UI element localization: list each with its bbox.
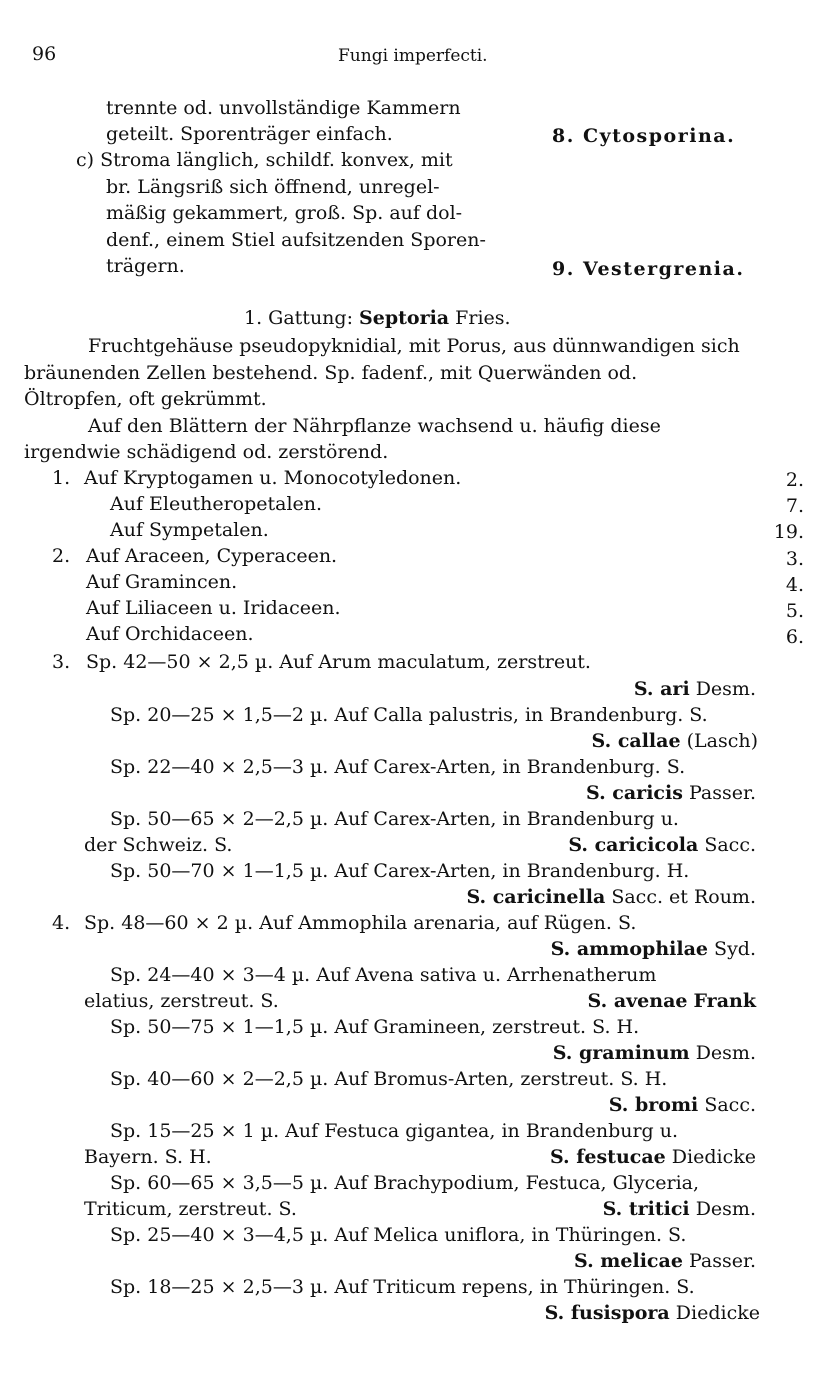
- description-line: Öltropfen, oft gekrümmt.: [24, 388, 267, 410]
- species-name: S. avenae Frank: [587, 990, 756, 1012]
- key-ref: 4.: [785, 574, 804, 596]
- genus-heading: [244, 306, 511, 330]
- description-line: Fruchtgehäuse pseudopyknidial, mit Porus, aus dünnwandigen sich: [88, 335, 740, 357]
- key-ref: 19.: [773, 521, 804, 543]
- species-description: Sp. 20—25 × 1,5—2 µ. Auf Calla palustris, in Brandenburg. S.: [110, 704, 708, 726]
- page-number: 96: [32, 43, 57, 65]
- species-description: Sp. 60—65 × 3,5—5 µ. Auf Brachypodium, Festuca, Glyceria,: [110, 1172, 700, 1194]
- species-description: der Schweiz. S.: [84, 834, 233, 856]
- species-description: Sp. 18—25 × 2,5—3 µ. Auf Triticum repens, in Thüringen. S.: [110, 1276, 695, 1298]
- intro-line: geteilt. Sporenträger einfach.: [106, 123, 393, 145]
- description-line: bräunenden Zellen bestehend. Sp. fadenf., mit Querwänden od.: [24, 362, 638, 384]
- genus-number: 1. Gattung:: [244, 307, 353, 329]
- key-text: Auf Liliaceen u. Iridaceen.: [86, 597, 341, 619]
- species-name: S. bromi Sacc.: [608, 1094, 756, 1116]
- key-text: Auf Gramincen.: [86, 571, 238, 593]
- species-description: Sp. 42—50 × 2,5 µ. Auf Arum maculatum, zerstreut.: [86, 651, 591, 673]
- description-line: Auf den Blättern der Nährpflanze wachsend u. häufig diese: [88, 415, 661, 437]
- species-name: S. caricinella Sacc. et Roum.: [466, 886, 756, 908]
- intro-line: denf., einem Stiel aufsitzenden Sporen-: [106, 229, 486, 251]
- species-description: Sp. 50—70 × 1—1,5 µ. Auf Carex-Arten, in Brandenburg. H.: [110, 860, 690, 882]
- key-text: Auf Orchidaceen.: [86, 623, 254, 645]
- taxon-vestergrenia: 9. Vestergrenia.: [552, 258, 745, 280]
- genus-author: Fries.: [455, 307, 511, 329]
- key-ref: 5.: [785, 600, 804, 622]
- species-description: Bayern. S. H.: [84, 1146, 212, 1168]
- species-description: Sp. 48—60 × 2 µ. Auf Ammophila arenaria, auf Rügen. S.: [84, 912, 637, 934]
- species-name: S. caricis Passer.: [586, 782, 756, 804]
- genus-name: Septoria: [359, 307, 450, 329]
- taxon-cytosporina: 8. Cytosporina.: [552, 125, 736, 147]
- species-description: Sp. 22—40 × 2,5—3 µ. Auf Carex-Arten, in Brandenburg. S.: [110, 756, 686, 778]
- species-description: Sp. 40—60 × 2—2,5 µ. Auf Bromus-Arten, zerstreut. S. H.: [110, 1068, 668, 1090]
- key-ref: 3.: [785, 548, 804, 570]
- key-ref: 2.: [785, 469, 804, 491]
- intro-line: c) Stroma länglich, schildf. konvex, mit: [76, 149, 453, 171]
- intro-line: trennte od. unvollständige Kammern: [106, 97, 461, 119]
- description-line: irgendwie schädigend od. zerstörend.: [24, 441, 389, 463]
- key-number: 1.: [52, 467, 71, 489]
- intro-line: trägern.: [106, 255, 185, 277]
- species-name: S. melicae Passer.: [574, 1250, 756, 1272]
- species-description: Triticum, zerstreut. S.: [84, 1198, 297, 1220]
- species-description: Sp. 50—65 × 2—2,5 µ. Auf Carex-Arten, in Brandenburg u.: [110, 808, 679, 830]
- species-name: S. tritici Desm.: [602, 1198, 756, 1220]
- species-description: Sp. 15—25 × 1 µ. Auf Festuca gigantea, in Brandenburg u.: [110, 1120, 679, 1142]
- key-ref: 7.: [785, 495, 804, 517]
- key-number: 2.: [52, 545, 71, 567]
- species-description: Sp. 24—40 × 3—4 µ. Auf Avena sativa u. Arrhenatherum: [110, 964, 657, 986]
- key-text: Auf Kryptogamen u. Monocotyledonen.: [84, 467, 462, 489]
- species-description: Sp. 50—75 × 1—1,5 µ. Auf Gramineen, zerstreut. S. H.: [110, 1016, 640, 1038]
- running-title: Fungi imperfecti.: [338, 46, 488, 66]
- species-name: S. ari Desm.: [633, 678, 756, 700]
- key-text: Auf Araceen, Cyperaceen.: [86, 545, 338, 567]
- species-description: Sp. 25—40 × 3—4,5 µ. Auf Melica uniflora, in Thüringen. S.: [110, 1224, 687, 1246]
- species-name: S. ammophilae Syd.: [550, 938, 756, 960]
- species-name: S. fusispora Diedicke: [544, 1302, 760, 1324]
- key-ref: 6.: [785, 626, 804, 648]
- key-number: 3.: [52, 651, 71, 673]
- species-name: S. graminum Desm.: [552, 1042, 756, 1064]
- intro-line: br. Längsriß sich öffnend, unregel-: [106, 176, 440, 198]
- intro-line: mäßig gekammert, groß. Sp. auf dol-: [106, 202, 463, 224]
- key-number: 4.: [52, 912, 71, 934]
- key-text: Auf Eleutheropetalen.: [110, 493, 323, 515]
- species-name: S. festucae Diedicke: [549, 1146, 756, 1168]
- species-name: S. callae (Lasch): [591, 730, 758, 752]
- key-text: Auf Sympetalen.: [110, 519, 269, 541]
- species-description: elatius, zerstreut. S.: [84, 990, 279, 1012]
- species-name: S. caricicola Sacc.: [568, 834, 756, 856]
